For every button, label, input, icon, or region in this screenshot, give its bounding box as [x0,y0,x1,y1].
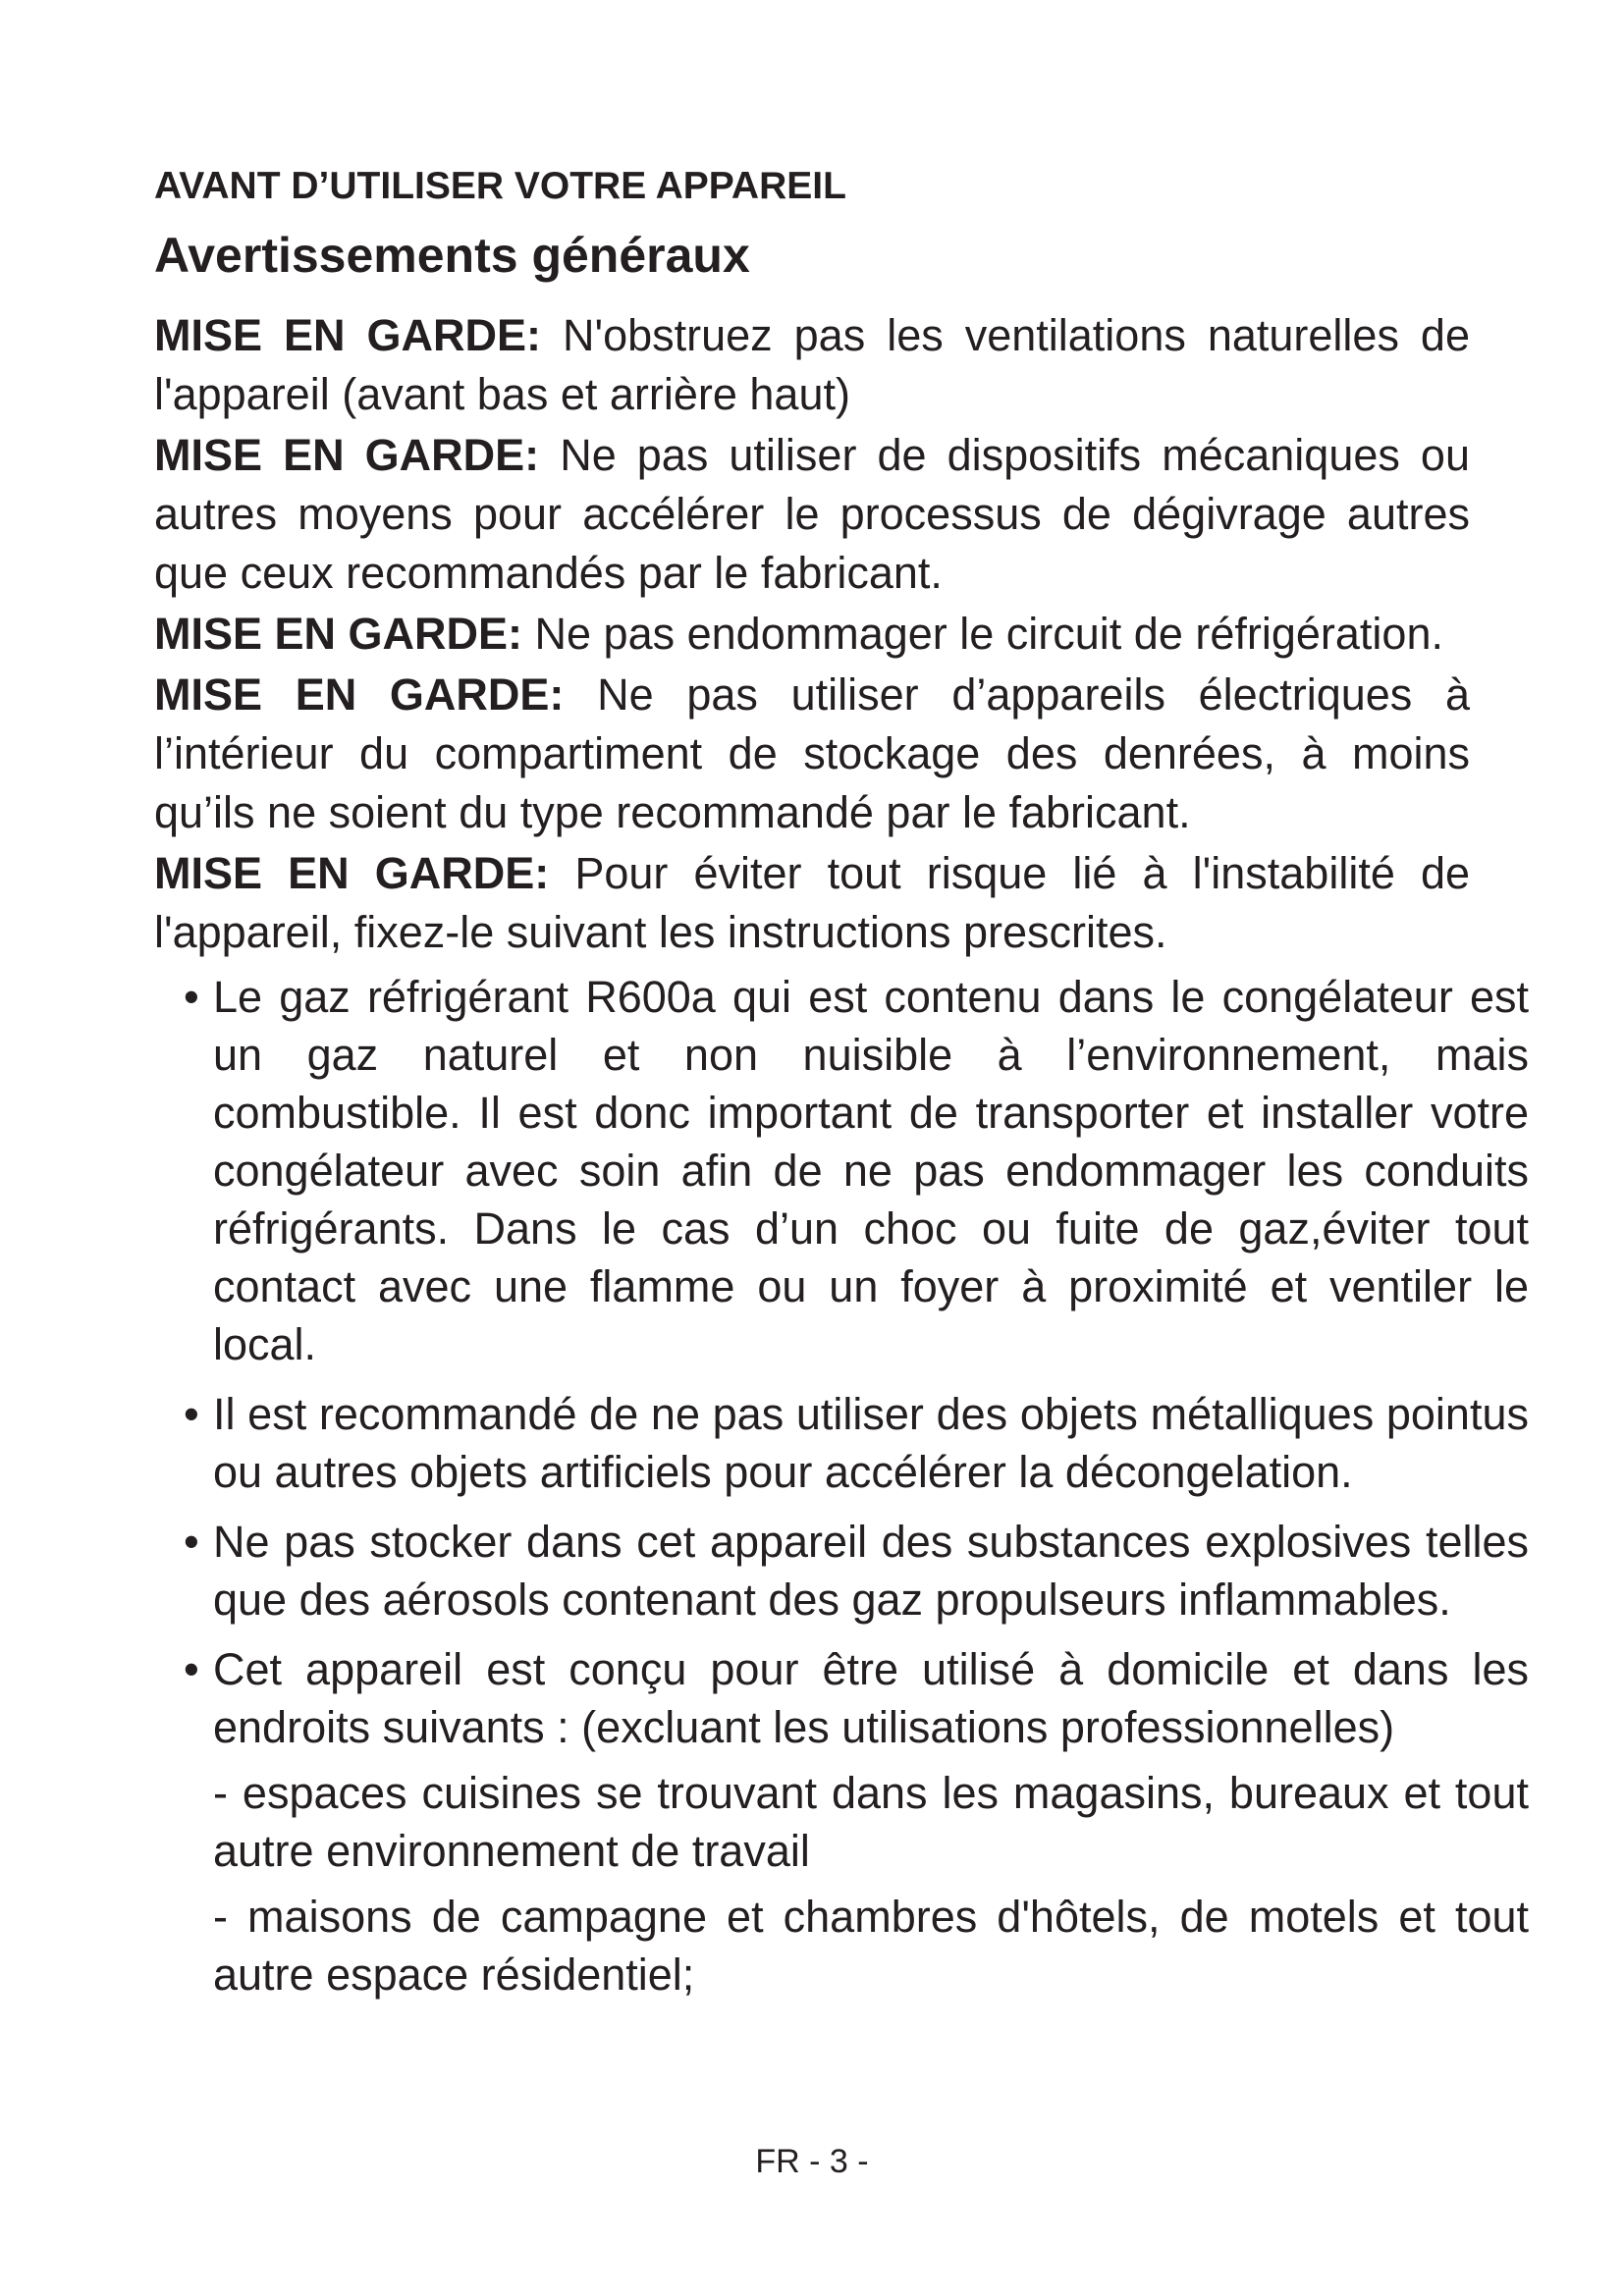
warning-label: MISE EN GARDE: [154,430,540,480]
bullet-icon: • [184,1389,199,1439]
warning-text: N'obstruez pas les ventilations naturelles de l'appareil (avant bas et arrière haut) [154,310,1470,419]
warning-paragraph [154,605,1470,664]
section-heading: AVANT D’UTILISER VOTRE APPAREIL [154,165,846,207]
document-page [154,157,1529,2015]
warning-paragraph [154,426,1470,603]
bullet-item [154,1385,1529,1501]
sub-item: - maisons de campagne et chambres d'hôtels, de motels et tout autre espace résidentiel; [213,1892,1529,2000]
warning-text: Ne pas endommager le circuit de réfrigération. [522,609,1443,659]
sub-item: - espaces cuisines se trouvant dans les magasins, bureaux et tout autre environnement de travail [213,1768,1529,1876]
warning-label: MISE EN GARDE: [154,848,550,898]
warning-text: Pour éviter tout risque lié à l'instabilité de l'appareil, fixez-le suivant les instructions prescrites. [154,848,1470,957]
bullet-text: Le gaz réfrigérant R600a qui est contenu dans le congélateur est un gaz naturel et non nuisible à l’environnement, mais combustible. Il est donc important de transporter et installer votre congélateur avec soin afin de ne pas endommager les conduits réfrigérants. Dans le cas d’un choc ou fuite de gaz,éviter tout contact avec une flamme ou un foyer à proximité et ventiler le local. [213,972,1529,1369]
warning-label: MISE EN GARDE: [154,669,565,720]
bullet-icon: • [184,972,199,1022]
bullet-list [154,968,1529,2003]
page-number: FR - 3 - [755,2143,869,2180]
bullet-item [154,1513,1529,1629]
bullet-item [154,968,1529,1373]
page-title: Avertissements généraux [154,228,750,283]
bullet-text: Cet appareil est conçu pour être utilisé à domicile et dans les endroits suivants : (excluant les utilisations professionnelles) [213,1644,1529,1752]
warning-label: MISE EN GARDE: [154,310,541,360]
bullet-item [154,1640,1529,2003]
warning-text: Ne pas utiliser de dispositifs mécaniques ou autres moyens pour accélérer le processus de dégivrage autres que ceux recommandés par le fabricant. [154,430,1470,598]
warning-paragraph [154,306,1470,424]
bullet-icon: • [184,1517,199,1567]
warning-paragraph [154,844,1470,962]
warning-text: Ne pas utiliser d’appareils électriques à l’intérieur du compartiment de stockage des denrées, à moins qu’ils ne soient du type recommandé par le fabricant. [154,669,1470,837]
bullet-text: Ne pas stocker dans cet appareil des substances explosives telles que des aérosols contenant des gaz propulseurs inflammables. [213,1517,1529,1625]
warning-paragraph [154,666,1470,842]
warning-label: MISE EN GARDE: [154,609,523,659]
bullet-text: Il est recommandé de ne pas utiliser des objets métalliques pointus ou autres objets artificiels pour accélérer la décongelation. [213,1389,1529,1497]
bullet-icon: • [184,1644,199,1694]
